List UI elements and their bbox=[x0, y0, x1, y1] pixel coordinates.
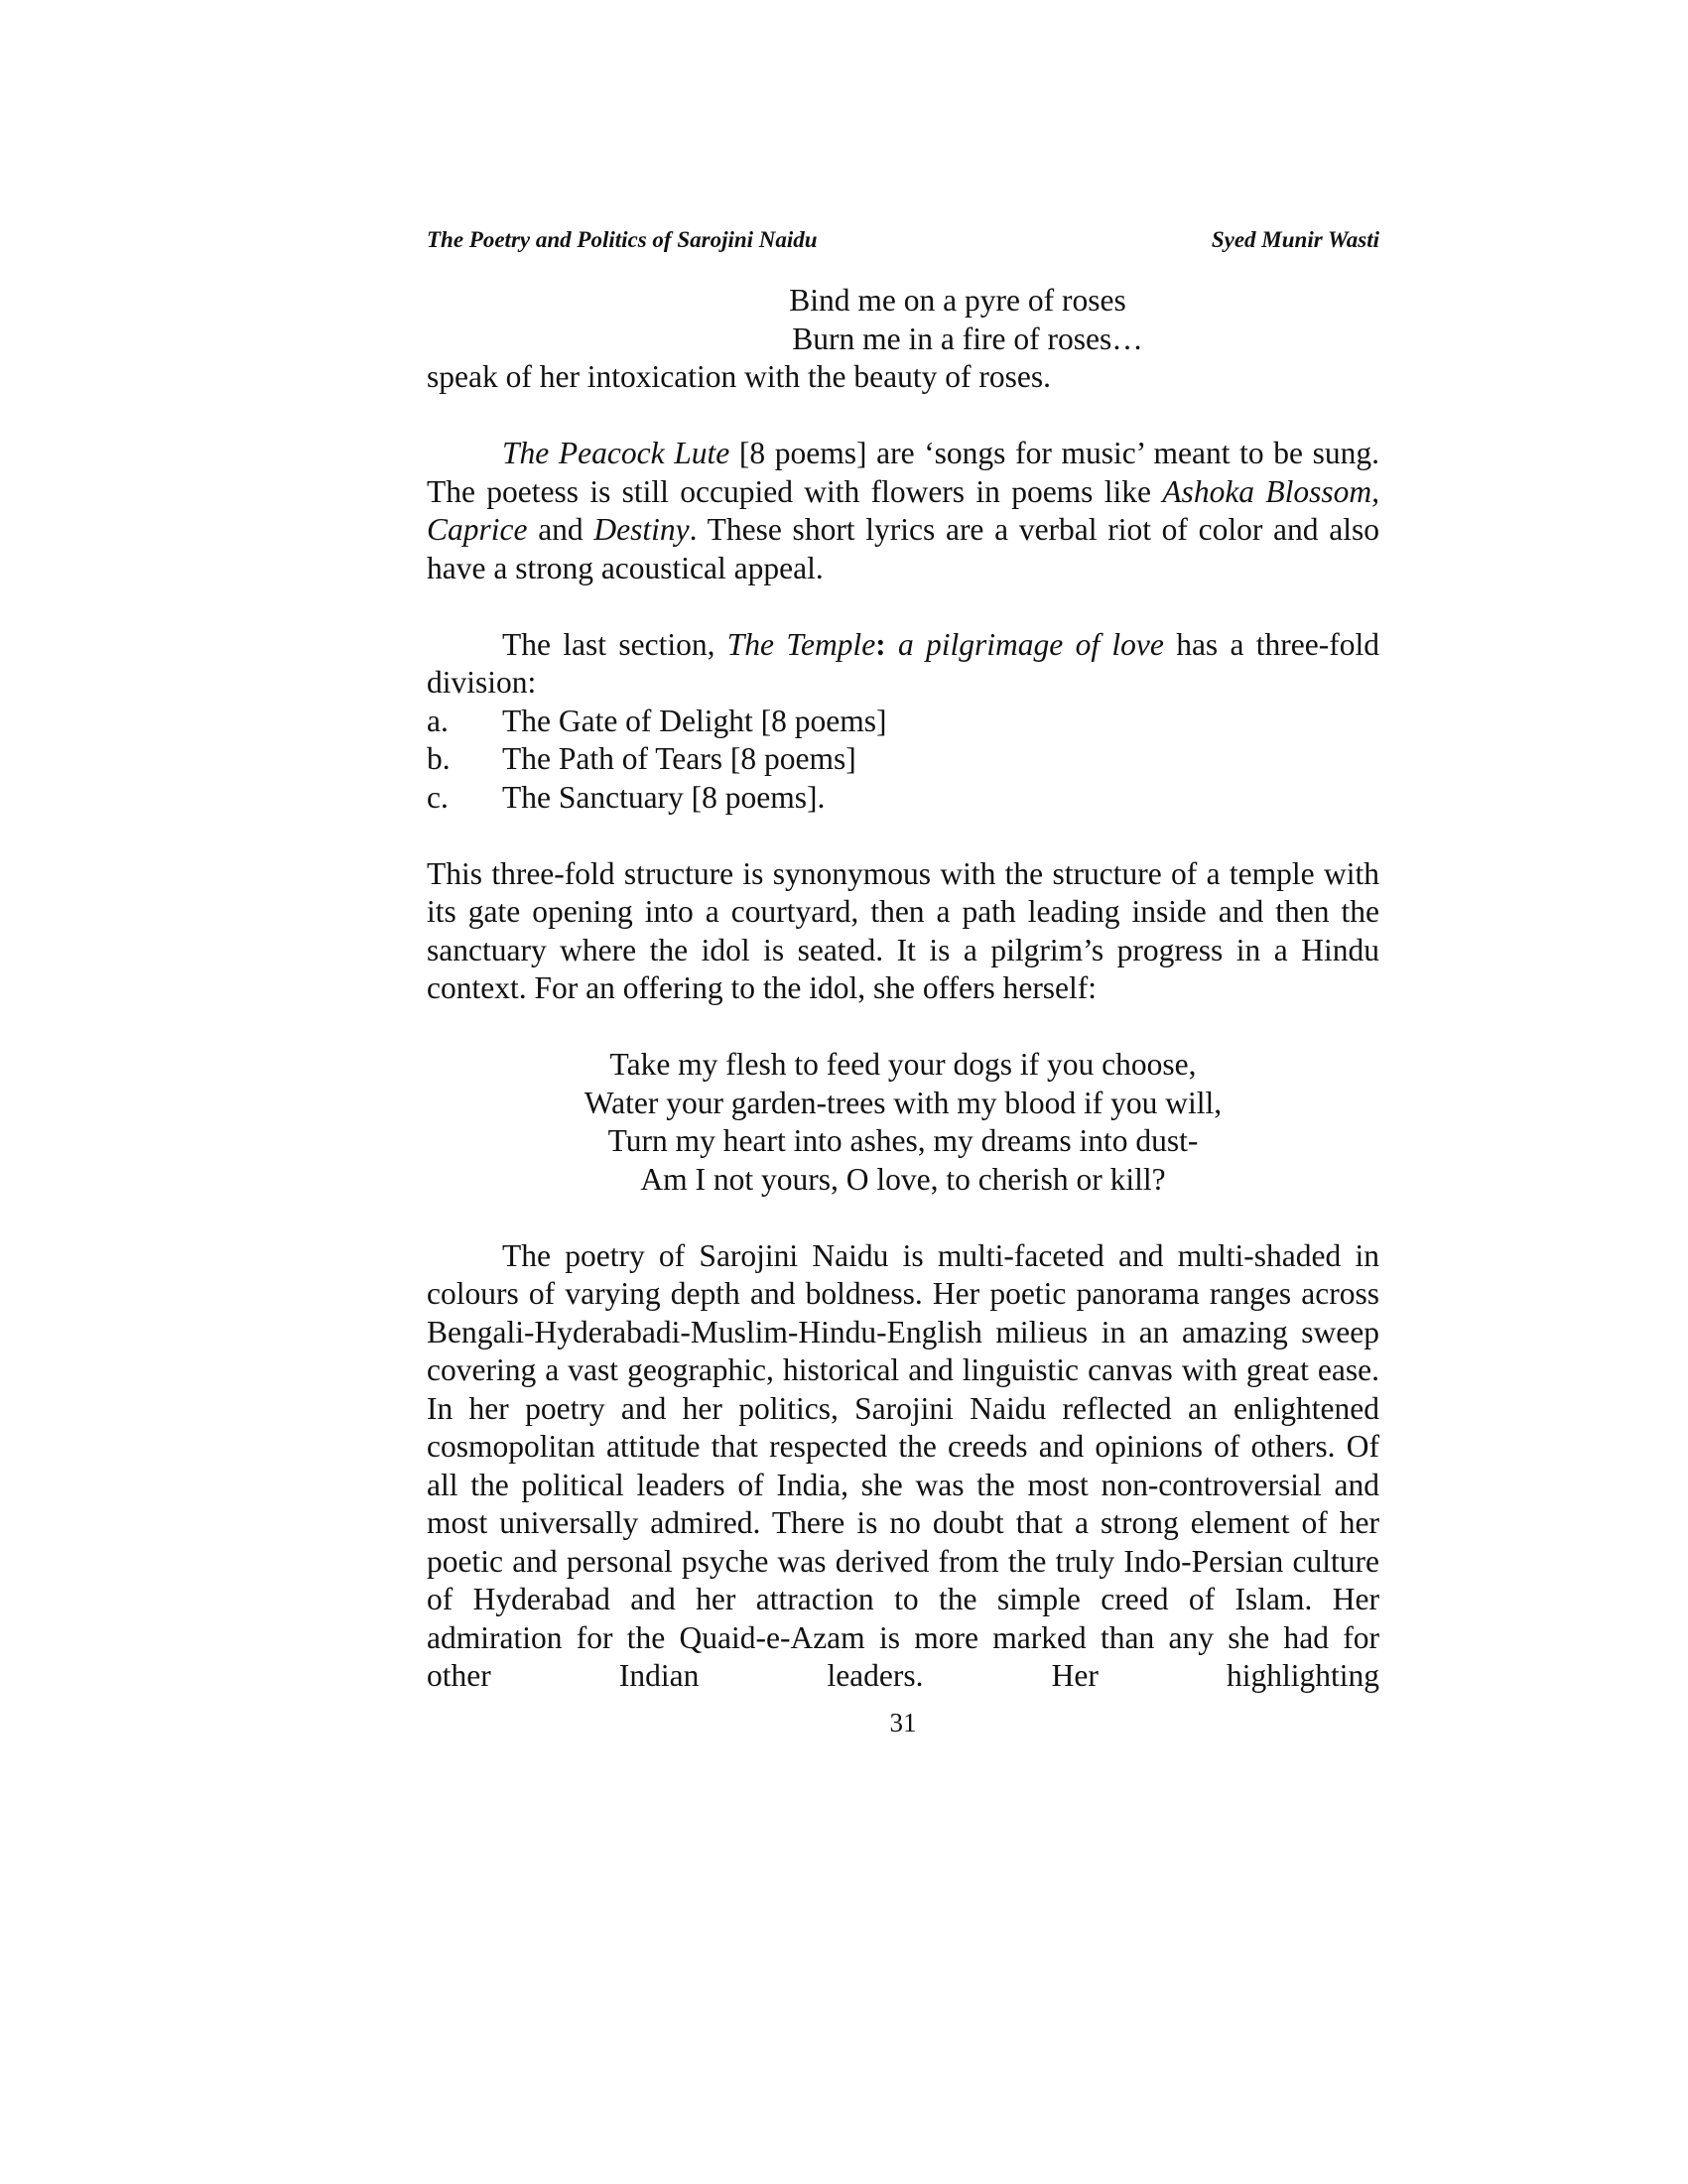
verse-line: Water your garden-trees with my blood if you will, bbox=[584, 1085, 1223, 1120]
text-span: has a three-fold division: bbox=[427, 626, 1379, 700]
spacer bbox=[427, 397, 1379, 436]
list-item-text: The Sanctuary [8 poems]. bbox=[502, 779, 826, 815]
paragraph-poetry-overview: The poetry of Sarojini Naidu is multi-faceted and multi-shaded in colours of varying depth and boldness. Her poetic panorama ranges across Bengali-Hyderabadi-Muslim-Hindu-English milieus in an amazing sweep covering a vast geographic, historical and linguistic canvas with great ease. In her poetry and her politics, Sarojini Naidu reflected an enlightened cosmopolitan attitude that respected the creeds and opinions of others. Of all the political leaders of India, she was the most non-controversial and most universally admired. There is no doubt that a strong element of her poetic and personal psyche was derived from the truly Indo-Persian culture of Hyderabad and her attraction to the simple creed of Islam. Her admiration for the Quaid-e-Azam is more marked than any she had for other Indian leaders. Her highlighting bbox=[427, 1237, 1379, 1693]
spacer bbox=[427, 1008, 1379, 1047]
list-item bbox=[427, 740, 1379, 779]
poem-title-destiny: Destiny bbox=[593, 512, 690, 547]
text-span: . These short lyrics are a verbal riot of color and also have a strong acoustical appeal. bbox=[427, 512, 1379, 585]
text-span: and bbox=[527, 512, 594, 547]
list-marker: c. bbox=[427, 779, 449, 815]
verse-line: Turn my heart into ashes, my dreams into dust- bbox=[607, 1123, 1199, 1158]
text-span: The last section, bbox=[502, 626, 727, 662]
list-marker: b. bbox=[427, 741, 451, 776]
division-list bbox=[427, 703, 1379, 818]
paragraph-structure: This three-fold structure is synonymous with the structure of a temple with its gate opening into a courtyard, then a path leading inside and then the sanctuary where the idol is seated. It is a pilgrim’s progress in a Hindu context. For an offering to the idol, she offers herself: bbox=[427, 855, 1379, 1005]
list-item bbox=[427, 703, 1379, 741]
header-book-title: The Poetry and Politics of Sarojini Naidu bbox=[427, 227, 818, 252]
paragraph-peacock-lute bbox=[427, 435, 1379, 587]
verse-line: Take my flesh to feed your dogs if you choose, bbox=[609, 1047, 1197, 1082]
poem-titles: Ashoka Blossom, Caprice bbox=[427, 473, 1379, 547]
paragraph-roses-continuation: speak of her intoxication with the beauty of roses. bbox=[427, 359, 1051, 394]
spacer bbox=[427, 1199, 1379, 1237]
verse-line: Bind me on a pyre of roses bbox=[789, 283, 1126, 318]
running-header bbox=[427, 226, 1379, 254]
list-item-text: The Gate of Delight [8 poems] bbox=[502, 703, 887, 738]
list-marker: a. bbox=[427, 703, 449, 738]
document-page bbox=[427, 226, 1379, 1741]
book-title-temple: The Temple bbox=[726, 626, 876, 662]
verse-quote-offering bbox=[427, 1046, 1379, 1199]
verse-line: Am I not yours, O love, to cherish or kill? bbox=[640, 1161, 1166, 1197]
text-span: [8 poems] are ‘songs for music’ meant to be sung. The poetess is still occupied with flowers in poems like bbox=[427, 436, 1379, 509]
verse-line: Burn me in a fire of roses… bbox=[792, 321, 1143, 356]
book-subtitle: a pilgrimage of love bbox=[897, 626, 1164, 662]
text-span: : bbox=[875, 626, 898, 662]
list-item-text: The Path of Tears [8 poems] bbox=[502, 741, 856, 776]
verse-quote-roses bbox=[427, 282, 1379, 358]
book-title-peacock-lute: The Peacock Lute bbox=[502, 436, 730, 470]
page-number: 31 bbox=[889, 1707, 917, 1737]
spacer bbox=[427, 587, 1379, 626]
header-author: Syed Munir Wasti bbox=[1211, 227, 1379, 252]
paragraph-temple bbox=[427, 626, 1379, 703]
list-item bbox=[427, 779, 1379, 818]
spacer bbox=[427, 817, 1379, 855]
